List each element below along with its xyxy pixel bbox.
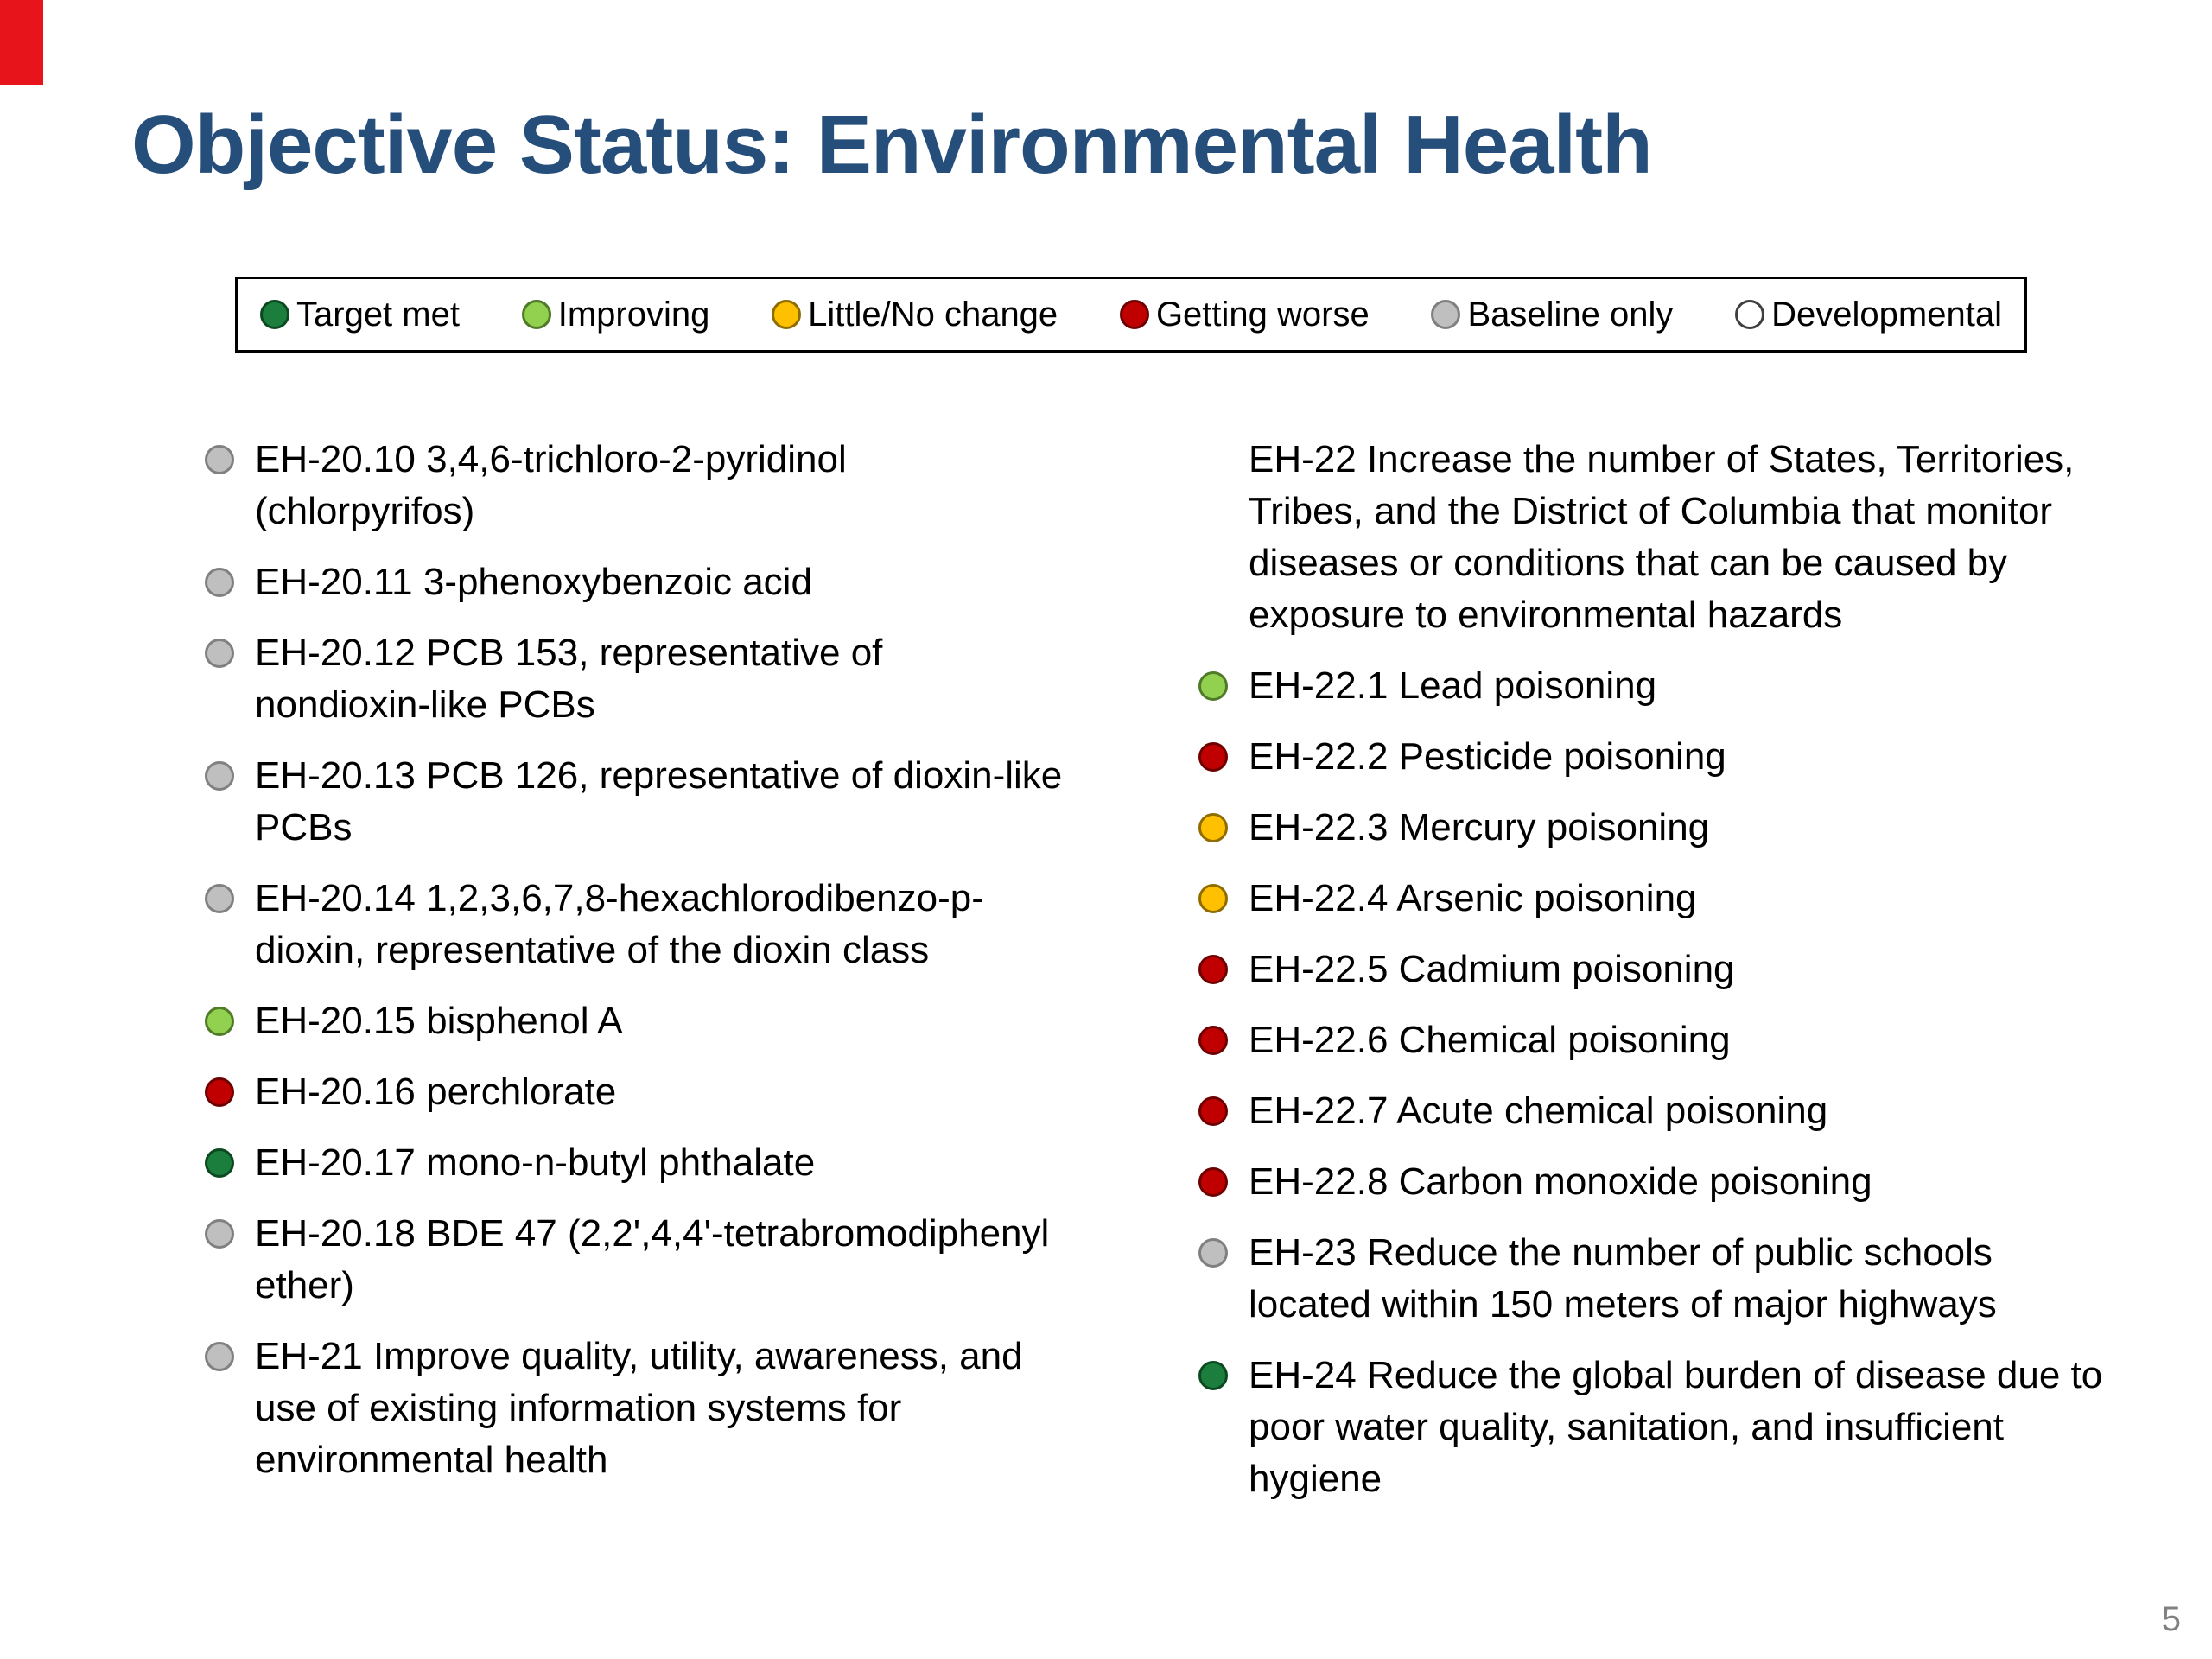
list-item-text: EH-22.3 Mercury poisoning xyxy=(1249,806,1710,849)
list-item xyxy=(1198,1156,2120,1208)
left-column xyxy=(205,434,1067,1505)
list-item-text: EH-24 Reduce the global burden of disease due to poor water quality, sanitation, and insufficient hygiene xyxy=(1249,1354,2103,1500)
status-dot-icon xyxy=(205,639,234,668)
status-dot-icon xyxy=(1198,1026,1228,1055)
list-item-text: EH-22.4 Arsenic poisoning xyxy=(1249,877,1697,919)
status-dot-icon xyxy=(1198,813,1228,842)
list-item xyxy=(205,1331,1067,1486)
list-item xyxy=(1198,1227,2120,1331)
list-item-text: EH-22.2 Pesticide poisoning xyxy=(1249,735,1726,778)
list-item xyxy=(1198,1014,2120,1066)
getting-worse-dot-icon xyxy=(1120,300,1149,329)
improving-dot-icon xyxy=(522,300,551,329)
list-item-text: EH-20.11 3-phenoxybenzoic acid xyxy=(255,561,812,603)
list-item xyxy=(205,1208,1067,1312)
list-item xyxy=(1198,731,2120,783)
list-item-text: EH-23 Reduce the number of public schools located within 150 meters of major highways xyxy=(1249,1231,1997,1325)
list-item-text: EH-22.5 Cadmium poisoning xyxy=(1249,948,1735,990)
legend-item xyxy=(1120,297,1370,332)
right-column xyxy=(1198,434,2120,1524)
legend-item xyxy=(1431,297,1673,332)
list-item-text: EH-20.15 bisphenol A xyxy=(255,1000,623,1042)
list-item xyxy=(1198,944,2120,995)
list-item-text: EH-20.16 perchlorate xyxy=(255,1071,617,1113)
list-item-text: EH-22.6 Chemical poisoning xyxy=(1249,1019,1731,1061)
status-legend xyxy=(235,276,2027,353)
status-dot-icon xyxy=(205,1007,234,1036)
status-dot-icon xyxy=(1198,1167,1228,1197)
status-dot-icon xyxy=(205,1219,234,1249)
list-item-text: EH-20.10 3,4,6-trichloro-2-pyridinol (chlorpyrifos) xyxy=(255,438,847,532)
list-item-text: EH-20.12 PCB 153, representative of nondioxin-like PCBs xyxy=(255,632,883,726)
legend-label: Developmental xyxy=(1771,296,2002,334)
list-item xyxy=(1198,1085,2120,1137)
list-item-text: EH-22.1 Lead poisoning xyxy=(1249,664,1657,707)
list-item-text: EH-22.7 Acute chemical poisoning xyxy=(1249,1090,1828,1132)
status-dot-icon xyxy=(1198,671,1228,701)
slide-title: Objective Status: Environmental Health xyxy=(131,99,1652,191)
list-item-text: EH-20.13 PCB 126, representative of dioxin-like PCBs xyxy=(255,754,1063,849)
legend-label: Improving xyxy=(557,296,710,334)
status-dot-icon xyxy=(1198,742,1228,772)
list-item-text: EH-22.8 Carbon monoxide poisoning xyxy=(1249,1160,1872,1203)
status-dot-icon xyxy=(205,1077,234,1107)
status-dot-icon xyxy=(205,1148,234,1178)
little-no-change-dot-icon xyxy=(772,300,801,329)
list-item-text: EH-20.17 mono-n-butyl phthalate xyxy=(255,1141,816,1184)
accent-bar xyxy=(0,0,43,85)
list-item xyxy=(205,434,1067,537)
status-dot-icon xyxy=(205,568,234,597)
list-item xyxy=(205,1137,1067,1189)
list-item-text: EH-21 Improve quality, utility, awareness, and use of existing information systems for environmental health xyxy=(255,1335,1023,1481)
list-item xyxy=(205,750,1067,854)
list-item-text: EH-20.18 BDE 47 (2,2',4,4'-tetrabromodiphenyl ether) xyxy=(255,1212,1050,1306)
list-item xyxy=(205,995,1067,1047)
list-item xyxy=(1198,660,2120,712)
legend-label: Baseline only xyxy=(1467,296,1674,334)
status-dot-icon xyxy=(1198,1361,1228,1390)
list-item xyxy=(205,873,1067,976)
legend-item xyxy=(772,297,1058,332)
status-dot-icon xyxy=(205,1342,234,1371)
list-item xyxy=(1198,873,2120,925)
page-number: 5 xyxy=(2161,1600,2181,1638)
legend-label: Little/No change xyxy=(808,296,1058,334)
status-dot-icon xyxy=(1198,884,1228,913)
list-item xyxy=(1198,1350,2120,1505)
list-item-text: EH-22 Increase the number of States, Territories, Tribes, and the District of Columbia that monitor diseases or conditions that can be caused by exposure to environmental hazards xyxy=(1249,438,2075,636)
status-dot-icon xyxy=(1198,1238,1228,1268)
legend-label: Getting worse xyxy=(1155,296,1370,334)
legend-item xyxy=(1735,297,2002,332)
list-item xyxy=(205,627,1067,731)
baseline-only-dot-icon xyxy=(1431,300,1460,329)
legend-label: Target met xyxy=(296,296,460,334)
list-item-text: EH-20.14 1,2,3,6,7,8-hexachlorodibenzo-p-dioxin, representative of the dioxin class xyxy=(255,877,984,971)
list-item xyxy=(1198,434,2120,641)
status-dot-icon xyxy=(1198,955,1228,984)
list-item xyxy=(1198,802,2120,854)
developmental-dot-icon xyxy=(1735,300,1764,329)
target-met-dot-icon xyxy=(260,300,289,329)
status-dot-icon xyxy=(205,884,234,913)
legend-item xyxy=(260,297,460,332)
status-dot-icon xyxy=(205,445,234,474)
legend-item xyxy=(522,297,710,332)
list-item xyxy=(205,556,1067,608)
list-item xyxy=(205,1066,1067,1118)
status-dot-icon xyxy=(1198,1096,1228,1126)
status-dot-icon xyxy=(205,761,234,791)
